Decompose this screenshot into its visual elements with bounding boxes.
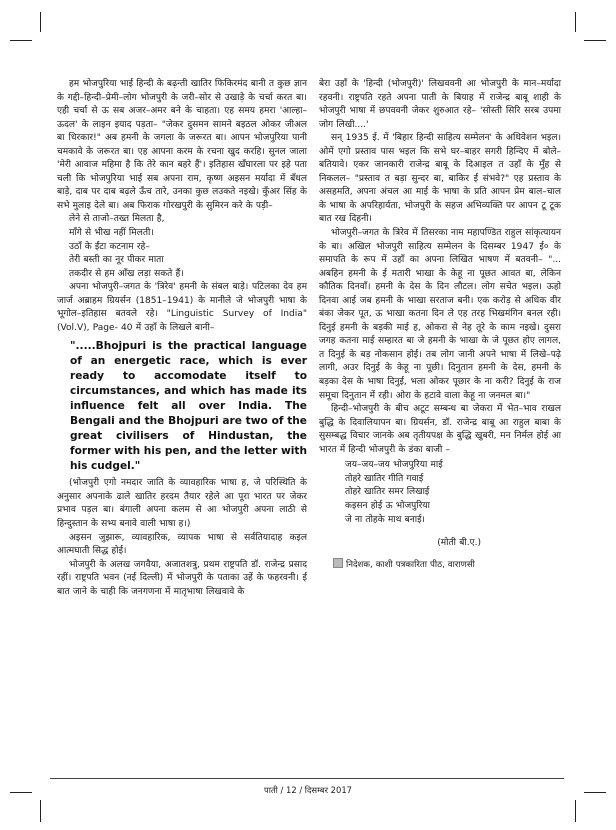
poem-excerpt (57, 213, 307, 281)
author-note (319, 558, 561, 573)
body-paragraph: हिन्दी–भोजपुरी के बीच अटूट सम्बन्ध बा जेकरा में भेत–भाव राखल बुद्धि के दिवालियापन बा। ग्रियर्सन, डॉ. राजेन्द्र बाबू आ राहुल बाबा के सुसम्बद्ध विचार जानके अब तृतीयपक्ष के बुद्धि खुबरी, मन निर्मल होई आ भारत में हिन्दी भोजपुरी के डंका बाजी – (319, 404, 561, 455)
left-column (57, 78, 307, 599)
poem-line: उठाँ के ईंटा कटनाम रहे– (69, 241, 150, 252)
body-paragraph: भोजपुरी–जगत के त्रिरेव में तिसरका नाम महापण्डित राहुल सांकृत्यायन के बा। अखिल भोजपुरी साहित्य सम्मेलन के दिसम्बर 1947 ई० के समापति के रूप में उहाँ का अपना लिखित भाषण में बतवनी– "... अबहिन हमनी के ई मतारी भाखा के केहू ना पूछत आवत बा, लेकिन कौतिक दिनवाँ। हमनी के देस के दिन लौटल। लोग सचेत भइल। ऊहो दिनवा आई जब हमनी के भाखा सरताज बनी। एक करोड़ से अधिक वीर बंका जेकर पूत, ऊ भाखा कतना दिन ले एह तरह भिखमंगिन बनल रही। दिनुई हमनी के बड़की माई ह, ओकरा से नेह तूरे के काम नइखे। दुसरा जगह कतना माई सम्हारत बा जे हमनी के भाखा के जे पूछत होए लागल, त दिनुई के बड़ नोकसान होई। तब लोग जानी अपने भाषा में लिखे–पढ़े लागी, अउर दिनुई के केहू ना पूछी। दिनुतान हमनी के देस, हमनी के बड़का देस के भाषा दिनुई, भला ओकर पूछार के ना करी? दिनुई के राज समूचा दिनुतान में रही। ओरा के हटावे वाला केहू ना जनमल बा।" (319, 228, 561, 401)
right-column (319, 78, 561, 572)
poem-line: माँगे से भीख नहीं मिलती। (69, 228, 154, 239)
crop-mark (40, 12, 41, 32)
author-signature: (मोती बी.ए.) (437, 538, 481, 549)
closing-poem (319, 459, 561, 527)
poem-line: तकदीर से हम आँख लड़ा सकते हैं। (69, 268, 184, 279)
body-paragraph: अइसन जुझारू, व्यावहारिक, व्यापक भाषा से सर्वतियादाह कइल आत्मघाती सिद्ध होई। (57, 532, 307, 557)
crop-mark (575, 800, 576, 822)
crop-mark (575, 12, 576, 32)
square-bullet-icon (333, 558, 343, 568)
author-note-text: निदेशक, काशी पत्रकारिता पीठ, वाराणसी (346, 559, 475, 570)
body-paragraph: अपना भोजपुरी–जगत के 'त्रिरेव' हमनी के संबल बाड़े। पटिलका देव हम जार्ज अब्राहम ग्रियर्सन (1851–1941) के मानीले जे भोजपुरी भाषा के भूगोल–इतिहास बतवले रहे। "Linguistic Survey of India" (Vol.V), Page- 40 में उहाँ के लिखले बानी– (57, 282, 307, 333)
poem-line: लेने से ताजो–तख्त मिलता है, (69, 214, 165, 225)
poem-line: जे ना तोहके माथ बनाई। (345, 514, 425, 525)
poem-line: कइसन होई ऊ भोजपुरिया (345, 500, 430, 511)
footer-rule (50, 778, 564, 779)
english-quote: ".....Bhojpuri is the practical language of an energetic race, which is ever ready to accomodate itself to circumstances, and which has made its influence felt all over India. The Bengali and the Bhojpuri are two of the great civilisers of Hindustan, the former with his pen, and the letter with his cudgel." (70, 340, 307, 473)
page-footer: पाती / 12 / दिसम्बर 2017 (263, 785, 352, 795)
crop-mark (40, 800, 41, 822)
body-paragraph: सन् 1935 ई. में 'बिहार हिन्दी साहित्य सम्मेलन' के अधिवेशन भइल। ओमें एगो प्रस्ताव पास भइल कि सभे घर–बाहर सगरी हिन्दिए में बोले–बतियावे। एकर जानकारी राजेन्द्र बाबू के दिआइल त उहाँ के मुँह से निकलल– "प्रस्ताव त बड़ा सुन्दर बा, बाकिर ई संभवे?" एह प्रस्ताव के असहमति, अपना अंचल आ माई के भाषा के प्रति आपन प्रेम बाल–चाल के भाषा के अपरिहार्यता, भोजपुरी के सहज अभिव्यक्ति पर आपन टू टूक बात रख दिहनी। (319, 133, 561, 225)
poem-line: जय–जय–जय भोजपुरिया माई (345, 460, 443, 471)
body-paragraph: (भोजपुरी एगो नमदार जाति के व्यावहारिक भाषा ह, जे परिस्थिति के अनुसार अपनाके ढाले खातिर हरदम तैयार रहेले आ पूरा भारत पर जेकर प्रभाव पड़ल बा। बंगाली अपना कलम से आ भोजपुरी अपना लाठी से हिन्दुस्तान के सभ्य बनावे वाली भाषा ह।) (57, 478, 307, 530)
poem-line: तोहरे खातिर गीति गवाई (345, 473, 424, 484)
body-paragraph: हम भोजपुरिया भाई हिन्दी के बढ़न्ती खातिर फिकिरमंद बानी त कुछ ज्ञान के गद्दी–हिन्दी–प्रेमी–लोग भोजपुरी के जरी–सोर से उखाड़े के चर्चा करत बा। एही चर्चा से ऊ सब अजर–अमर बने के चाहता। एह समय हमरा 'आल्हा–ऊदल' के लाइन इयाद पड़ता– "जेकर दुसमन सामने बइठल ओकर जीअल बा धिरकार!" अब हमनी के जगला के जरूरत बा। आपन भोजपुरिया पानी चमकावे के जरूरत बा। एह आपना करम के रचना खुद करहि। सुनल जाला 'मेरी आवाज महिमा है कि तेरे कान बहरे हैं'। इतिहास खँघारला पर इहे पता चली कि भोजपुरिया भाई सब अपना राम, कृष्ण अइसन मर्यादा में बँधल बाड़े, दाब पर दाब बढ़ले ऊँच तारे, उनका कुछ लउकते नइखे। कुँअर सिंह के सभे मुलाइ देले बा। अब फिराक गोरखपुरी के सुमिरन करे के पड़ी– (57, 79, 307, 211)
poem-line: तोहरे खातिर समर लिखाई (345, 487, 430, 498)
crop-mark (584, 40, 606, 41)
crop-mark (10, 40, 32, 41)
poem-line: तेरी बस्ती का नूर पीकर माता (69, 255, 164, 266)
body-paragraph: भोजपुरी के अलख जगवैया, अजातशत्रु, प्रथम राष्ट्रपति डॉ. राजेन्द्र प्रसाद रहीं। राष्ट्रपति भवन (नई दिल्ली) में भोजपुरी के पताका उहें के फहरवनी। ई बात जाने के चाही कि जनगणना में मातृभाषा लिखवावे के (57, 559, 307, 597)
body-paragraph: बेरा उहाँ के 'हिन्दी (भोजपुरी)' लिखववनी आ भोजपुरी के मान–मर्यादा रहवनी। राष्ट्रपति रहते अपना पाती के बियाह में राजेन्द्र बाबू शाही के भोजपुरी भाषा में छपववनी जेकर शुरुआत रहे– 'सोस्ती सिरि सरब उपमा जोग लिखी....' (319, 79, 561, 130)
